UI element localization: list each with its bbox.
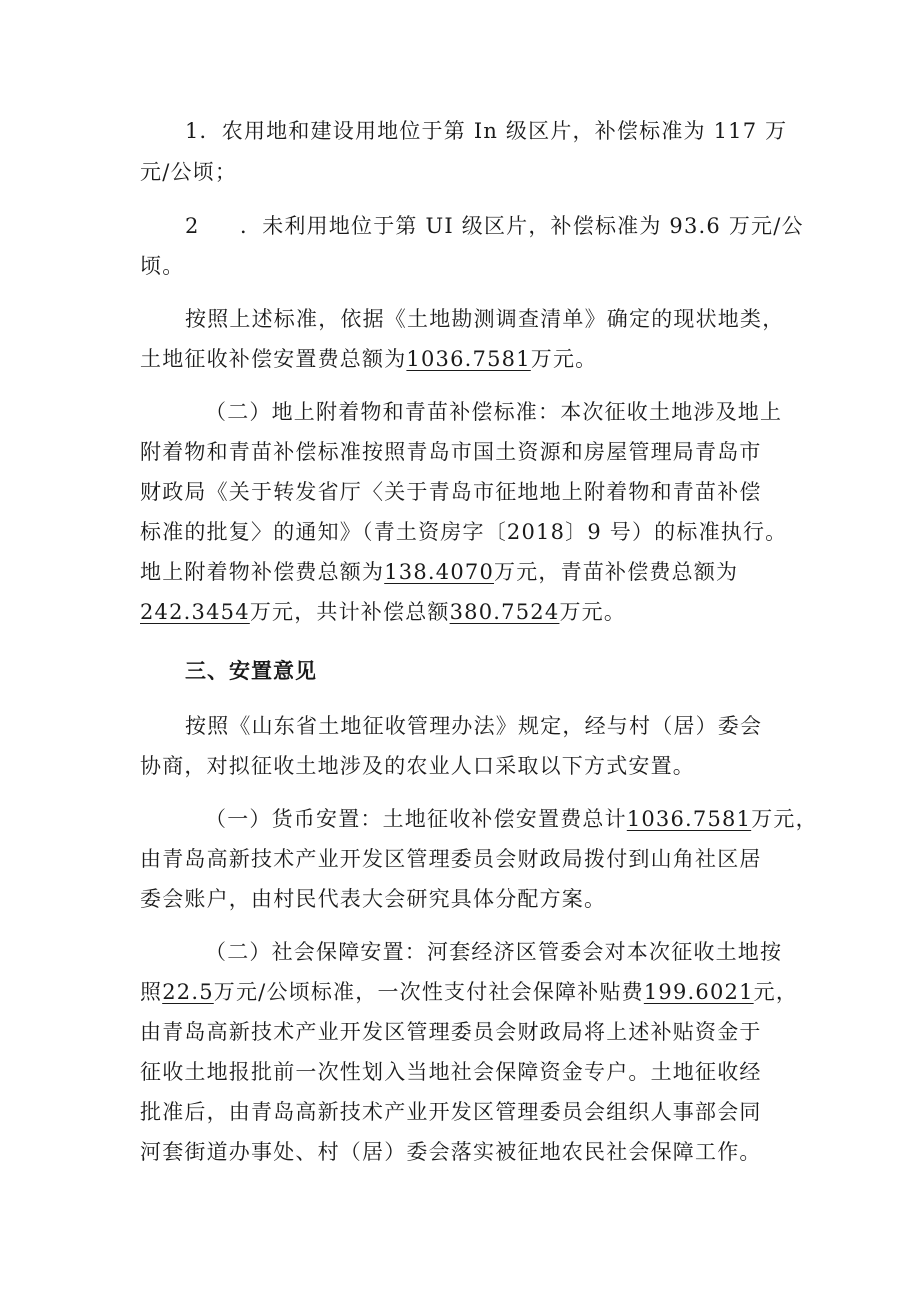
- monetary-total-value: 1036.7581: [626, 807, 752, 831]
- para4-text-c: 万元，共计补偿总额: [249, 600, 450, 624]
- para3-line2: [140, 345, 597, 373]
- para7-line6: 河套街道办事处、村（居）委会落实被征地农民社会保障工作。: [140, 1140, 762, 1164]
- para6-text-a: （一）货币安置：土地征收补偿安置费总计: [205, 807, 627, 831]
- attachments-total-value: 138.4070: [384, 560, 495, 584]
- para4-line2: 附着物和青苗补偿标准按照青岛市国土资源和房屋管理局青岛市: [140, 440, 762, 464]
- para4-text-b: 万元，青苗补偿费总额为: [494, 560, 739, 584]
- para2-line2: 顷。: [140, 254, 185, 278]
- para4-line3: 财政局《关于转发省厅〈关于青岛市征地地上附着物和青苗补偿: [140, 480, 762, 504]
- para7-text-a: 照: [140, 980, 163, 1004]
- para4-line4: 标准的批复〉的通知》（青土资房字〔2018〕9 号）的标准执行。: [140, 520, 788, 544]
- per-hectare-standard-value: 22.5: [162, 980, 214, 1004]
- para1-line2: 元/公顷；: [140, 160, 238, 184]
- para7-line3: 由青岛高新技术产业开发区管理委员会财政局将上述补贴资金于: [140, 1020, 762, 1044]
- para6-line1: [205, 805, 818, 833]
- para7-line4: 征收土地报批前一次性划入当地社会保障资金专户。土地征收经: [140, 1060, 762, 1084]
- para6-line3: 委会账户，由村民代表大会研究具体分配方案。: [140, 887, 607, 911]
- seedling-total-value: 242.3454: [140, 600, 250, 624]
- para4-text-a: 地上附着物补偿费总额为: [140, 560, 385, 584]
- para7-text-c: 元，: [753, 980, 799, 1004]
- para2-number: 2: [185, 214, 200, 238]
- para3-text-a: 土地征收补偿安置费总额为: [140, 347, 407, 371]
- para7-line2: [140, 978, 798, 1006]
- para7-line5: 批准后，由青岛高新技术产业开发区管理委员会组织人事部会同: [140, 1100, 762, 1124]
- para3-text-b: 万元。: [530, 347, 598, 371]
- para2-line1: ．未利用地位于第 UI 级区片，补偿标准为 93.6 万元/公: [240, 214, 804, 238]
- para6-line2: 由青岛高新技术产业开发区管理委员会财政局拨付到山角社区居: [140, 847, 762, 871]
- para4-line6: [140, 598, 626, 626]
- para6-text-b: 万元，: [751, 807, 818, 831]
- para4-line5: [140, 558, 738, 586]
- para7-line1: （二）社会保障安置：河套经济区管委会对本次征收土地按: [205, 940, 783, 964]
- social-security-subsidy-value: 199.6021: [643, 980, 754, 1004]
- para4-line1: （二）地上附着物和青苗补偿标准：本次征收土地涉及地上: [205, 400, 783, 424]
- para4-text-d: 万元。: [559, 600, 627, 624]
- para5-line2: 协商，对拟征收土地涉及的农业人口采取以下方式安置。: [140, 754, 695, 778]
- para1-line1: 1．农用地和建设用地位于第 In 级区片，补偿标准为 117 万: [185, 119, 788, 143]
- section-heading: 三、安置意见: [185, 659, 317, 683]
- para5-line1: 按照《山东省土地征收管理办法》规定，经与村（居）委会: [185, 714, 763, 738]
- compensation-total-value: 1036.7581: [406, 347, 531, 371]
- combined-total-value: 380.7524: [449, 600, 560, 624]
- para7-text-b: 万元/公顷标准，一次性支付社会保障补贴费: [213, 980, 644, 1004]
- para3-line1: 按照上述标准，依据《土地勘测调查清单》确定的现状地类，: [185, 307, 785, 331]
